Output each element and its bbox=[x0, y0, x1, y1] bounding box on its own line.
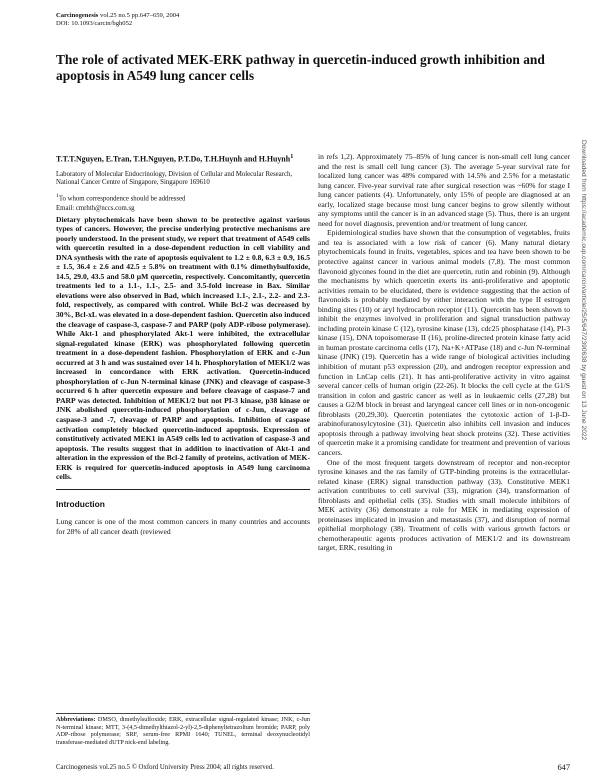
correspondence-mark: 1 bbox=[56, 193, 59, 200]
left-column bbox=[56, 152, 310, 536]
footer-citation: Carcinogenesis vol.25 no.5 © Oxford University Press 2004; all rights reserved. bbox=[56, 764, 274, 771]
doi-line: DOI: 10.1093/carcin/bgh052 bbox=[56, 20, 133, 27]
author-footnote-mark: 1 bbox=[290, 153, 294, 160]
authors-text: T.T.T.Nguyen, E.Tran, T.H.Nguyen, P.T.Do, T.H.Huynh and H.Huynh bbox=[56, 154, 291, 164]
correspondence-text: To whom correspondence should be addressed bbox=[58, 195, 186, 203]
abbreviations-text: DMSO, dimethylsulfoxide; ERK, extracellular signal-regulated kinase; JNK, c-Jun N-terminal kinase; MTT, 3-(4,5-dimethylthiazol-2-yl)-2,5-diphenyltetrazolium bromide; PARP, poly ADP-ribose polymerase; SRF, serum-free RPMI 1640; TUNEL, terminal deoxynucleotidyl transferase-mediated dUTP nick-end labeling. bbox=[56, 716, 310, 747]
body-paragraph-3: One of the most frequent targets downstream of receptor and non-receptor tyrosine kinases and the ras family of GTP-binding proteins is the extracellular-related kinase (ERK) signal transduction pathway (33). Constitutive MEK1 activation contributes to cell survival (33), migration (34), transformation of fibroblasts and epithelial cells (35). Studies with small molecule inhibitors of MEK activity (36) demonstrate a role for MEK in mediating expression of proteinases implicated in invasion and metastasis (37), and disruption of normal epithelial morphology (38). Treatment of cells with various growth factors or chemotherapeutic agents produces activation of MEK1/2 and its downstream target, ERK, resulting in bbox=[318, 457, 570, 553]
correspondence-note bbox=[56, 192, 310, 204]
abbreviations-label: Abbreviations: bbox=[56, 716, 96, 723]
page-number: 647 bbox=[557, 763, 570, 772]
body-paragraph-1: in refs 1,2). Approximately 75–85% of lung cancer is non-small cell lung cancer and the rest is small cell lung cancer (3). The average 5-year survival rate for localized lung cancer was 48% compared with 14.5% and 2.5% for a metastatic lung cancer. Five-year survival rate after surgical resection was ~60% for stage I lung cancer patients (4). Unfortunately, only 15% of people are diagnosed at an early, localized stage because most lung cancer begins to grow silently without any symptoms until the cancer is in an advanced stage (5). Thus, there is an urgent need for novel diagnosis, prevention and/or treatment of lung cancer. bbox=[318, 152, 570, 228]
watermark-text: Downloaded from https://academic.oup.com/carcin/article/25/5/647/2390638 by guest on 13 June 2022 bbox=[580, 140, 587, 441]
intro-paragraph: Lung cancer is one of the most common cancers in many countries and accounts for 28% of all cancer death (reviewed bbox=[56, 517, 310, 536]
intro-heading: Introduction bbox=[56, 498, 105, 509]
affiliation: Laboratory of Molecular Endocrinology, Division of Cellular and Molecular Research, National Cancer Centre of Singapore, Singapore 169610 bbox=[56, 170, 293, 187]
email: Email: cmrhth@nccs.com.sg bbox=[56, 205, 135, 213]
abbreviations-footnote bbox=[56, 716, 310, 747]
journal-name: Carcinogenesis bbox=[56, 12, 99, 19]
volume-pages: vol.25 no.5 pp.647–659, 2004 bbox=[98, 12, 180, 19]
abstract: Dietary phytochemicals have been shown to be protective against various types of cancers. However, the precise underlying protective mechanisms are poorly understood. In the present study, we report that treatment of A549 cells with quercetin resulted in a dose-dependent reduction in cell viability and DNA synthesis with the rate of apoptosis equivalent to 1.2 ± 0.8, 6.3 ± 0.9, 16.5 ± 1.5, 36.4 ± 2.6 and 42.5 ± 5.8% on treatment with 0.1% dimethylsulfoxide, 14.5, 29.0, 43.5 and 58.0 μM quercetin, respectively. Concomitantly, quercetin treatments led to a 1.1-, 1.1-, 2.5- and 3.5-fold increase in Bax. Similar elevations were also observed in Bad, which increased 1.1-, 2.1-, 2.2- and 2.3-fold, respectively, as compared with control. While Bcl-2 was decreased by 30%, Bcl-xL was elevated in a dose-dependent fashion. Quercetin also induced the cleavage of caspase-3, caspase-7 and PARP (poly ADP-ribose polymerase). While Akt-1 and phosphorylated Akt-1 were inhibited, the extracellular signal-regulated kinase (ERK) was phosphorylated following quercetin treatment in a dose-dependent fashion. Phosphorylation of ERK and c-Jun occurred at 3 h and was sustained over 14 h. Phosphorylation of MEK1/2 was increased in concordance with ERK activation. Quercetin-induced phosphorylation of c-Jun N-terminal kinase (JNK) and cleavage of caspase-3 occurred 6 h after quercetin exposure and before cleavage of caspase-7 and PARP was detected. Inhibition of MEK1/2 but not PI-3 kinase, p38 kinase or JNK abolished quercetin-induced phosphorylation of c-Jun, cleavage of caspase-3 and -7, cleavage of PARP and apoptosis. Inhibition of caspase activation completely blocked quercetin-induced apoptosis. Expression of constitutively activated MEK1 in A549 cells led to activation of caspase-3 and apoptosis. The results suggest that in addition to inactivation of Akt-1 and alteration in the expression of the Bcl-2 family of proteins, activation of MEK-ERK is required for quercetin-induced apoptosis in A549 lung carcinoma cells. bbox=[56, 214, 310, 482]
author-list bbox=[56, 152, 310, 165]
abstract-divider bbox=[56, 489, 310, 490]
body-paragraph-2: Epidemiological studies have shown that the consumption of vegetables, fruits and tea is associated with a low risk of cancer (6). Many natural dietary phytochemicals found in fruits, vegetables, spices and tea have been shown to be protective against cancer in various animal models (7,8). The most common flavonoid glycones found in the diet are quercetin, rutin and robinin (9). Although the mechanisms by which quercetin exerts its anti-proliferative and apoptotic activities remain to be elucidated, there is evidence suggesting that the action of flavonoids is probably mediated by either interaction with the type II estrogen binding sites (10) or aryl hydrocarbon receptor (11). Quercetin has been shown to inhibit the enzymes involved in proliferation and signal transduction pathway including protein kinase C (12), tyrosine kinase (13), cdc25 phosphatase (14), PI-3 kinase (15), DNA topoisomerase II (16), proline-directed protein kinase fatty acid in human prostate carcinoma cells (17), Na+K+ATPase (18) and c-Jun N-terminal kinase (JNK) (19). Quercetin has a wide range of biological activities including inhibition of mutant p53 expression (20), and androgen receptor expression and function in LnCap cells (21). It has anti-proliferative activity in vitro against several cancer cells of human origin (22-26). It blocks the cell cycle at the G1/S transition in colon and gastric cancer as well as in leukaemic cells (27,28) but causes a G2/M block in breast and laryngeal cancer cell lines or in non-oncogenic fibroblasts (20,29,30). Quercetin potentiates the cytotoxic action of 1-β-D-arabinofuranosylcytosine (31). Quercetin also inhibits cell invasion and induces apoptosis through a pathway involving heat shock proteins (32). These activities of quercetin make it a promising candidate for treatment and prevention of various cancers. bbox=[318, 228, 570, 457]
right-column bbox=[318, 152, 570, 553]
journal-header bbox=[56, 12, 179, 28]
article-title: The role of activated MEK-ERK pathway in quercetin-induced growth inhibition and apoptosis in A549 lung cancer cells bbox=[56, 52, 545, 83]
journal-citation-line bbox=[56, 12, 179, 20]
footnote-divider bbox=[56, 713, 310, 714]
download-watermark bbox=[579, 140, 589, 660]
